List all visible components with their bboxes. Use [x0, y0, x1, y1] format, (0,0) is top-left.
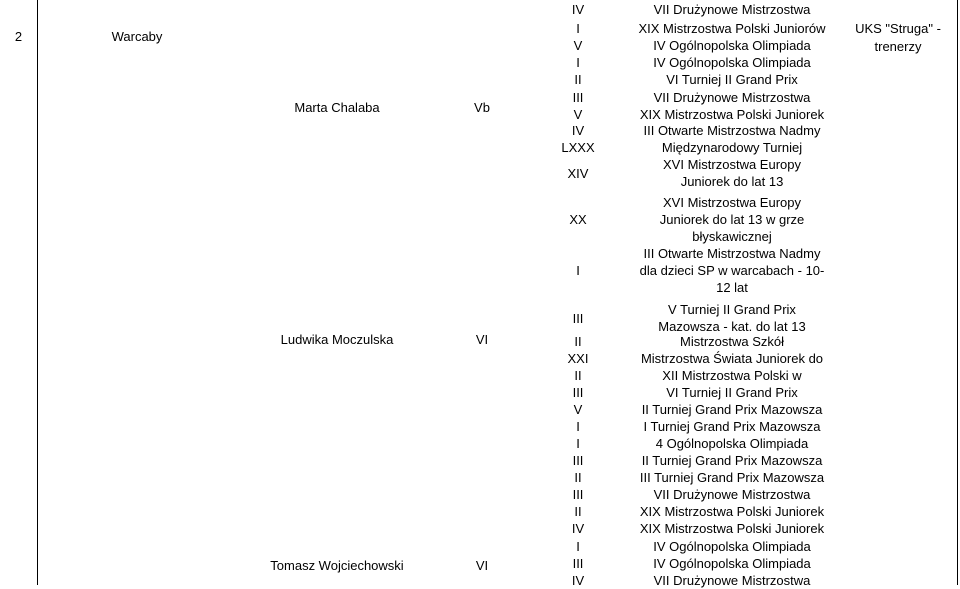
result-event — [629, 20, 835, 37]
result-row — [527, 350, 837, 367]
result-event-line: IV Ogólnopolska Olimpiada — [653, 539, 811, 554]
result-row — [527, 245, 837, 296]
person-name: Ludwika Moczulska — [280, 332, 394, 347]
result-place: LXXX — [561, 140, 595, 155]
column-divider — [37, 0, 38, 585]
result-event-line: Mistrzostwa Świata Juniorek do — [640, 351, 824, 366]
result-place: XIV — [567, 165, 589, 181]
result-event — [629, 452, 835, 469]
result-event-line: XIX Mistrzostwa Polski Juniorów — [638, 21, 826, 36]
result-row — [527, 452, 837, 469]
result-place: III — [572, 487, 584, 502]
result-event-line: Juniorek do lat 13 w grze — [659, 212, 805, 227]
result-place: II — [574, 504, 582, 519]
row-number: 2 — [14, 29, 23, 44]
result-event — [629, 469, 835, 486]
result-event-line: 12 lat — [716, 280, 748, 295]
result-event — [629, 333, 835, 350]
result-event — [629, 503, 835, 520]
result-row — [527, 572, 837, 589]
result-event-line: Mistrzostwa Szkół — [679, 334, 785, 349]
result-place: IV — [571, 2, 585, 17]
result-row — [527, 71, 837, 88]
result-place: III — [572, 453, 584, 468]
result-row — [527, 520, 837, 537]
result-event-line: XIX Mistrzostwa Polski Juniorek — [639, 504, 825, 519]
result-row — [527, 384, 837, 401]
result-event — [629, 245, 835, 296]
result-event — [629, 37, 835, 54]
result-place: I — [576, 55, 580, 70]
result-place: IV — [571, 573, 585, 588]
result-event — [629, 122, 835, 139]
result-event — [629, 418, 835, 435]
result-event-line: II Turniej Grand Prix Mazowsza — [641, 453, 823, 468]
result-event — [629, 89, 835, 106]
result-row — [527, 418, 837, 435]
result-event — [629, 486, 835, 503]
result-row — [527, 538, 837, 555]
result-event — [629, 106, 835, 123]
result-place: V — [573, 38, 583, 53]
result-place: I — [576, 419, 580, 434]
result-place: II — [574, 72, 582, 87]
result-place: I — [576, 263, 580, 278]
result-place: I — [576, 436, 580, 451]
result-row — [527, 156, 837, 190]
result-place: I — [576, 539, 580, 554]
result-event-line: XII Mistrzostwa Polski w — [662, 368, 802, 383]
result-place: V — [573, 402, 583, 417]
result-event — [629, 555, 835, 572]
result-place: III — [572, 310, 584, 326]
result-row — [527, 139, 837, 156]
result-event-line: VII Drużynowe Mistrzostwa — [653, 487, 811, 502]
person-name: Marta Chalaba — [294, 100, 380, 115]
result-row — [527, 301, 837, 335]
result-event-line: VI Turniej II Grand Prix — [666, 385, 798, 400]
result-event-line: IV Ogólnopolska Olimpiada — [653, 38, 811, 53]
result-event-line: XIX Mistrzostwa Polski Juniorek — [639, 521, 825, 536]
result-event — [629, 156, 835, 190]
result-row — [527, 435, 837, 452]
result-event — [629, 520, 835, 537]
result-event-line: II Turniej Grand Prix Mazowsza — [641, 402, 823, 417]
result-event-line: III Otwarte Mistrzostwa Nadmy — [643, 123, 821, 138]
result-event-line: XIX Mistrzostwa Polski Juniorek — [639, 107, 825, 122]
result-event — [629, 435, 835, 452]
result-event-line: VI Turniej II Grand Prix — [666, 72, 798, 87]
result-event-line: III Otwarte Mistrzostwa Nadmy — [643, 246, 821, 261]
result-place: XX — [569, 212, 587, 227]
result-event — [629, 572, 835, 589]
result-event-line: VII Drużynowe Mistrzostwa — [653, 90, 811, 105]
result-place: III — [572, 90, 584, 105]
result-event-line: I Turniej Grand Prix Mazowsza — [643, 419, 821, 434]
result-row — [527, 401, 837, 418]
result-row — [527, 122, 837, 139]
result-event-line: V Turniej II Grand Prix — [668, 302, 796, 317]
result-event — [629, 401, 835, 418]
result-row — [527, 503, 837, 520]
club-cell-line2: trenerzy — [874, 39, 922, 54]
result-event — [629, 194, 835, 245]
result-place: II — [574, 334, 582, 349]
result-event-line: 4 Ogólnopolska Olimpiada — [655, 436, 809, 451]
result-row — [527, 89, 837, 106]
result-row — [527, 54, 837, 71]
result-place: III — [572, 556, 584, 571]
result-event-line: XVI Mistrzostwa Europy — [663, 157, 801, 172]
result-row — [527, 486, 837, 503]
result-place: II — [574, 368, 582, 383]
result-place: V — [573, 107, 583, 122]
result-place: IV — [571, 521, 585, 536]
result-row — [527, 555, 837, 572]
result-event — [629, 301, 835, 335]
result-event-line: XVI Mistrzostwa Europy — [663, 195, 801, 210]
result-place: II — [574, 470, 582, 485]
person-category: Vb — [474, 100, 490, 115]
result-row — [527, 469, 837, 486]
result-event-line: VII Drużynowe Mistrzostwa — [653, 2, 811, 17]
result-event-line: Juniorek do lat 13 — [680, 174, 784, 189]
result-event-line: dla dzieci SP w warcabach - 10- — [639, 263, 825, 278]
result-row — [527, 37, 837, 54]
result-event — [629, 350, 835, 367]
result-event — [629, 139, 835, 156]
result-row — [527, 106, 837, 123]
result-event-line: Mazowsza - kat. do lat 13 — [658, 319, 806, 334]
result-event — [629, 1, 835, 18]
column-divider — [957, 0, 958, 585]
result-event — [629, 367, 835, 384]
result-event — [629, 71, 835, 88]
result-event-line: Międzynarodowy Turniej — [661, 140, 803, 155]
person-category: VI — [475, 558, 489, 573]
result-event-line: IV Ogólnopolska Olimpiada — [653, 556, 811, 571]
result-event-line: IV Ogólnopolska Olimpiada — [653, 55, 811, 70]
result-row — [527, 1, 837, 18]
result-event — [629, 538, 835, 555]
person-category: VI — [475, 332, 489, 347]
result-event-line: III Turniej Grand Prix Mazowsza — [639, 470, 825, 485]
discipline-cell: Warcaby — [111, 29, 163, 44]
result-event — [629, 384, 835, 401]
result-row — [527, 194, 837, 245]
result-place: I — [576, 21, 580, 36]
result-event-line: VII Drużynowe Mistrzostwa — [653, 573, 811, 588]
person-name: Tomasz Wojciechowski — [270, 558, 404, 573]
club-cell-line1: UKS "Struga" - — [855, 21, 941, 36]
result-row — [527, 333, 837, 350]
result-place: III — [572, 385, 584, 400]
result-event-line: błyskawicznej — [692, 229, 772, 244]
result-row — [527, 367, 837, 384]
result-place: IV — [571, 123, 585, 138]
result-event — [629, 54, 835, 71]
result-row — [527, 20, 837, 37]
result-place: XXI — [567, 351, 589, 366]
